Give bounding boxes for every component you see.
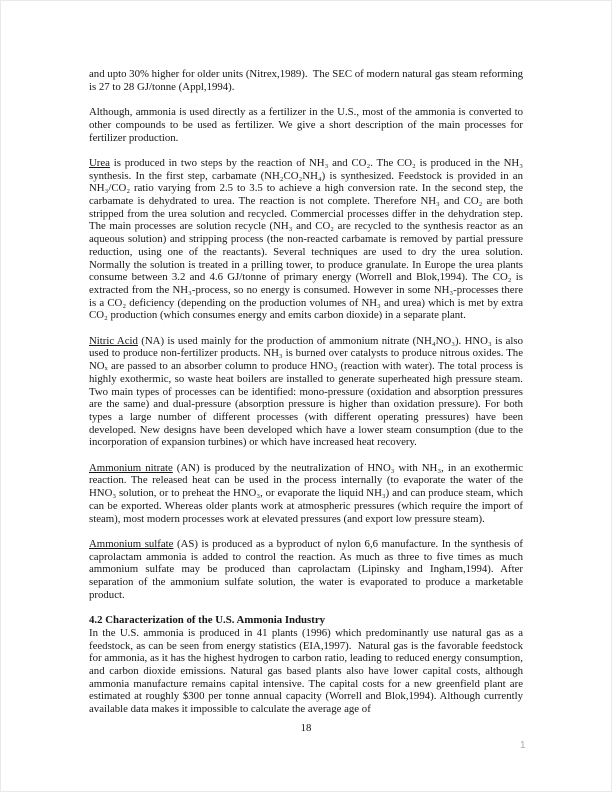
paragraph-text: Although, ammonia is used directly as a fertilizer in the U.S., most of the ammonia is converted to other compounds to be used as fertilizer. We give a short description of the main processes for fertilizer production. — [89, 106, 523, 144]
paragraph-text: (AS) is produced as a byproduct of nylon 6,6 manufacture. In the synthesis of caprolactam ammonia is added to control the reaction. As much as three to five times as much ammonium sulfate may be produced than caprolactam (Lipinsky and Ingham,1994). After separation of the ammonium sulfate solution, the water is evaporated to produce a marketable product. — [89, 537, 523, 601]
paragraph-nitric-acid — [89, 335, 523, 449]
section-heading: 4.2 Characterization of the U.S. Ammonia Industry — [89, 614, 326, 627]
paragraph-ammonium-sulfate — [89, 538, 523, 602]
paragraph-fertilizer-intro — [89, 106, 523, 144]
page-number: 18 — [300, 722, 312, 734]
paragraph-sec-continuation — [89, 68, 523, 93]
paragraph-ammonium-nitrate — [89, 462, 523, 526]
paragraph-text: is produced in two steps by the reaction of NH₃ and CO₂. The CO₂ is produced in the NH₃ synthesis. In the first step, carbamate (NH₂CO₂NH₄) is synthesized. Feedstock is provided in an NH₃/CO₂ ratio varying from 2.5 to 3.5 to achieve a high conversion rate. In the second step, the carbamate is dehydrated to urea. The reaction is not complete. Therefore NH₃ and CO₂ are both stripped from the urea solution and recycled. Commercial processes differ in the dehydration step. The main processes are solution recycle (NH₃ and CO₂ are recycled to the synthesis reactor as an aqueous solution) and stripping process (the non-reacted carbamate is removed by partial pressure reduction, using one of the reactants). Several techniques are used to dry the urea solution. Normally the solution is treated in a prilling tower, to produce granulate. In Europe the urea plants consume between 3.2 and 4.6 GJ/tonne of primary energy (Worrell and Blok,1994). The CO₂ is extracted from the NH₃-process, so no energy is consumed. However in some NH₃-processes there is a CO₂ deficiency (depending on the production volumes of NH₃ and urea) which is met by extra CO₂ production (which consumes energy and emits carbon dioxide) in a separate plant. — [89, 156, 523, 322]
term-nitric-acid: Nitric Acid — [89, 334, 138, 347]
paragraph-text: (AN) is produced by the neutralization of HNO₃ with NH₃, in an exothermic reaction. The released heat can be used in the process internally (to evaporate the water of the HNO₃ solution, or to preheat the HNO₃, or evaporate the liquid NH₃) and can produce steam, which can be exported. Whereas older plants work at atmospheric pressures (which require the import of steam), most modern processes work at elevated pressures (and export low pressure steam). — [89, 461, 523, 525]
paragraph-us-industry — [89, 627, 523, 716]
term-ammonium-sulfate: Ammonium sulfate — [89, 537, 174, 550]
term-ammonium-nitrate: Ammonium nitrate — [89, 461, 173, 474]
text-column — [89, 68, 523, 716]
term-urea: Urea — [89, 156, 110, 169]
paragraph-text: In the U.S. ammonia is produced in 41 plants (1996) which predominantly use natural gas as a feedstock, as can be seen from energy statistics (EIA,1997). Natural gas is the favorable feedstock for ammonia, as it has the highest hydrogen to carbon ratio, leading to reduced energy consumption, and carbon dioxide emissions. Natural gas based plants also have lower capital costs, although ammonia manufacture remains capital intensive. The capital costs for a new greenfield plant are estimated at roughly $300 per tonne annual capacity (Worrell and Blok,1994). Although currently available data makes it impossible to calculate the average age of — [89, 626, 523, 716]
paragraph-urea — [89, 157, 523, 322]
corner-page-mark: 1 — [520, 740, 526, 751]
paragraph-text: and upto 30% higher for older units (Nitrex,1989). The SEC of modern natural gas steam reforming is 27 to 28 GJ/tonne (Appl,1994). — [89, 68, 523, 93]
paragraph-text: (NA) is used mainly for the production of ammonium nitrate (NH₄NO₃). HNO₃ is also used to produce non-fertilizer products. NH₃ is burned over catalysts to produce nitrous oxides. The NOₓ are passed to an absorber column to produce HNO₃ (reaction with water). The total process is highly exothermic, so waste heat boilers are installed to generate superheated high pressure steam. Two main types of processes can be identified: mono-pressure (oxidation and absorption pressures are the same) and dual-pressure (absorption pressure is higher than oxidation pressure). For both types a large number of different processes (with different operating pressures) have been developed. New designs have been developed which have a lower steam consumption (due to the incorporation of expansion turbines) or which have increased heat recovery. — [89, 334, 523, 449]
